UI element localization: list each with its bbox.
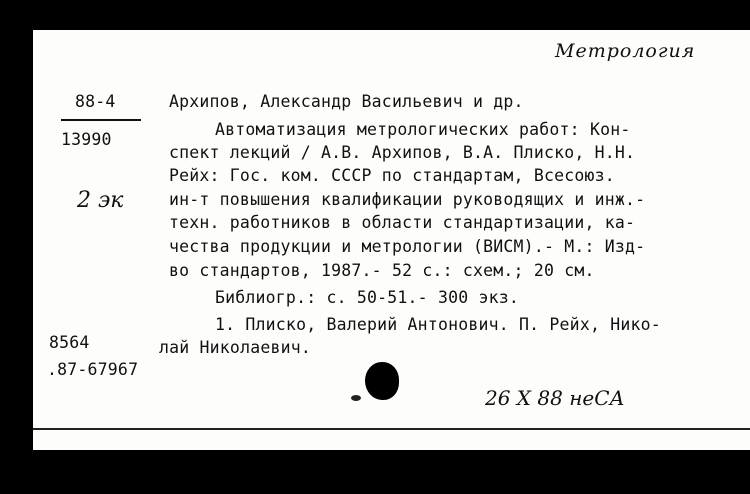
catalog-card (33, 30, 750, 450)
body-line-2: спект лекций / А.В. Архипов, В.А. Плиско, Н.Н. (169, 143, 636, 162)
ink-blot (365, 362, 399, 400)
body-line-10: лай Николаевич. (159, 338, 312, 357)
body-line-7: во стандартов, 1987.- 52 с.: схем.; 20 см. (169, 261, 595, 280)
body-line-9: 1. Плиско, Валерий Антонович. П. Рейх, Нико- (215, 315, 661, 334)
shelf-mark-rule (61, 119, 141, 121)
scan-border (0, 450, 750, 494)
shelf-mark-top: 88-4 (75, 92, 116, 111)
body-line-5: техн. работников в области стандартизации, ка- (169, 213, 636, 232)
ink-dot (351, 395, 361, 401)
handwritten-copies: 2 эк (77, 188, 124, 213)
author-line: Архипов, Александр Васильевич и др. (169, 92, 524, 111)
body-line-3: Рейх: Гос. ком. СССР по стандартам, Всесоюз. (169, 166, 615, 185)
body-line-8: Библиогр.: с. 50-51.- 300 экз. (215, 288, 520, 307)
left-number-1: 8564 (49, 333, 90, 352)
body-line-1: Автоматизация метрологических работ: Кон- (215, 120, 631, 139)
body-line-4: ин-т повышения квалификации руководящих и инж.- (169, 190, 646, 209)
handwritten-date: 26 X 88 неСА (485, 386, 625, 410)
shelf-mark-bottom: 13990 (61, 130, 112, 149)
card-bottom-line (33, 428, 750, 430)
body-line-6: чества продукции и метрологии (ВИСМ).- М.: Изд- (169, 237, 646, 256)
subject-note: Метрология (555, 40, 696, 62)
left-number-2: .87-67967 (47, 360, 139, 379)
